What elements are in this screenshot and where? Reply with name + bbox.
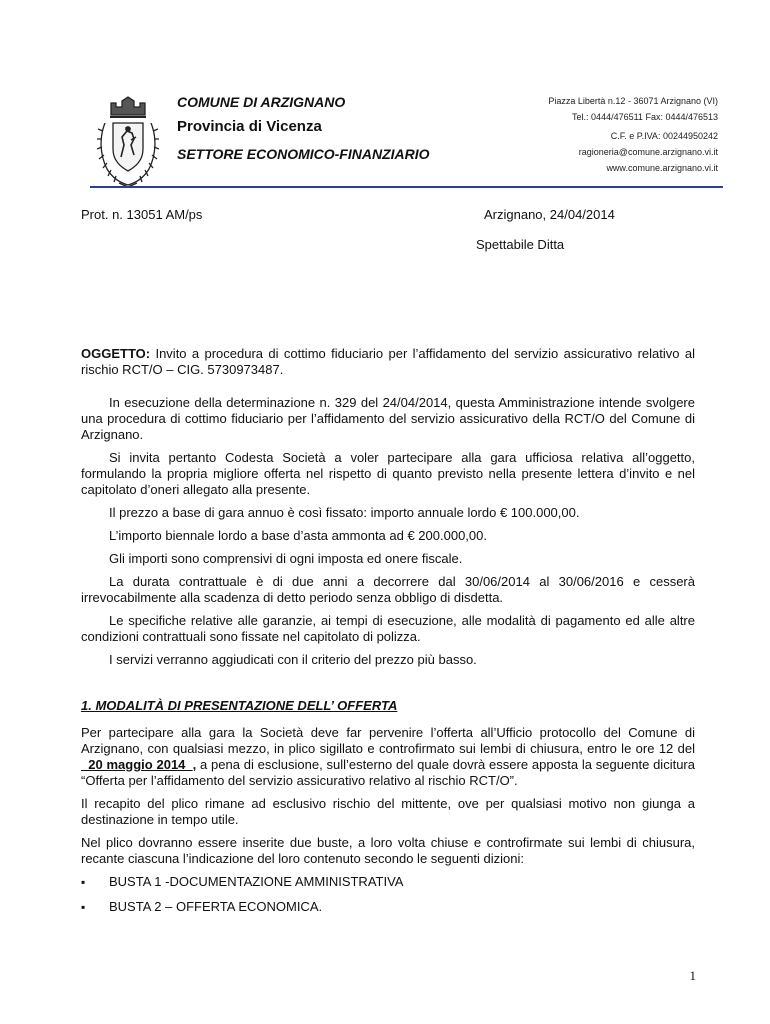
addressee: Spettabile Ditta [476, 237, 565, 252]
section-heading: 1. MODALITÀ DI PRESENTAZIONE DELL’ OFFERTA [81, 698, 398, 713]
subject-text: Invito a procedura di cottimo fiduciario per l’affidamento del servizio assicurativo relativo al rischio RCT/O – CIG. 5730973487. [81, 346, 695, 377]
contact-phone-fax: Tel.: 0444/476511 Fax: 0444/476513 [572, 112, 718, 122]
section-paragraph [81, 725, 695, 789]
envelope-list [81, 874, 695, 915]
body-paragraph: I servizi verranno aggiudicati con il criterio del prezzo più basso. [109, 652, 477, 667]
body-paragraph: L’importo biennale lordo a base d’asta ammonta ad € 200.000,00. [109, 528, 487, 543]
letter-body [81, 346, 695, 924]
section-paragraph: Nel plico dovranno essere inserite due buste, a loro volta chiuse e controfirmate sui lembi di chiusura, recante ciascuna l’indicazione del loro contenuto secondo le seguenti dizioni: [81, 835, 695, 866]
body-paragraph: Si invita pertanto Codesta Società a voler partecipare alla gara ufficiosa relativa all’oggetto, formulando la propria migliore offerta nel rispetto di quanto previsto nella presente lettera d’invito e nel capitolato d’oneri allegato alla presente. [81, 450, 695, 497]
municipal-crest-logo [97, 93, 159, 189]
section-paragraph: Il recapito del plico rimane ad esclusivo rischio del mittente, ove per qualsiasi motivo non giunga a destinazione in tempo utile. [81, 796, 695, 827]
list-item: ▪ BUSTA 1 -DOCUMENTAZIONE AMMINISTRATIVA [81, 874, 695, 890]
subject-label: OGGETTO: [81, 346, 151, 361]
contact-address: Piazza Libertà n.12 - 36071 Arzignano (VI) [548, 96, 718, 106]
list-item: ▪ BUSTA 2 – OFFERTA ECONOMICA. [81, 899, 695, 915]
contact-email: ragioneria@comune.arzignano.vi.it [578, 147, 718, 157]
letterhead-divider [90, 186, 723, 188]
page-number: 1 [689, 968, 696, 983]
body-paragraph: Gli importi sono comprensivi di ogni imposta ed onere fiscale. [109, 551, 463, 566]
organization-sector: SETTORE ECONOMICO-FINANZIARIO [177, 146, 430, 162]
contact-website: www.comune.arzignano.vi.it [606, 163, 718, 173]
body-paragraph: Il prezzo a base di gara annuo è così fissato: importo annuale lordo € 100.000,00. [109, 505, 580, 520]
protocol-number: Prot. n. 13051 AM/ps [81, 207, 203, 222]
organization-province: Provincia di Vicenza [177, 118, 322, 135]
place-and-date: Arzignano, 24/04/2014 [484, 207, 615, 222]
subject-paragraph [81, 346, 695, 378]
contact-vat: C.F. e P.IVA: 00244950242 [610, 131, 718, 141]
body-paragraph: Le specifiche relative alle garanzie, ai tempi di esecuzione, alle modalità di pagamento ed alle altre condizioni contrattuali sono fissate nel capitolato di polizza. [81, 613, 695, 644]
section-text: Per partecipare alla gara la Società deve far pervenire l’offerta all’Ufficio protocollo del Comune di Arzignano, con qualsiasi mezzo, in plico sigillato e controfirmato sui lembi di chiusura, entro le ore 12 del [81, 725, 695, 756]
deadline-date: _20 maggio 2014_, [81, 757, 197, 772]
organization-name: COMUNE DI ARZIGNANO [177, 94, 346, 110]
section-text: a pena di esclusione, sull’esterno del quale dovrà essere apposta la seguente dicitura “Offerta per l’affidamento del servizio assicurativo relativo al rischio RCT/O”. [81, 757, 695, 788]
body-paragraph: In esecuzione della determinazione n. 329 del 24/04/2014, questa Amministrazione intende svolgere una procedura di cottimo fiduciario per l’affidamento del servizio assicurativo della RCT/O del Comune di Arzignano. [81, 395, 695, 442]
body-paragraph: La durata contrattuale è di due anni a decorrere dal 30/06/2014 al 30/06/2016 e cesserà irrevocabilmente alla scadenza di detto periodo senza obbligo di disdetta. [81, 574, 695, 605]
